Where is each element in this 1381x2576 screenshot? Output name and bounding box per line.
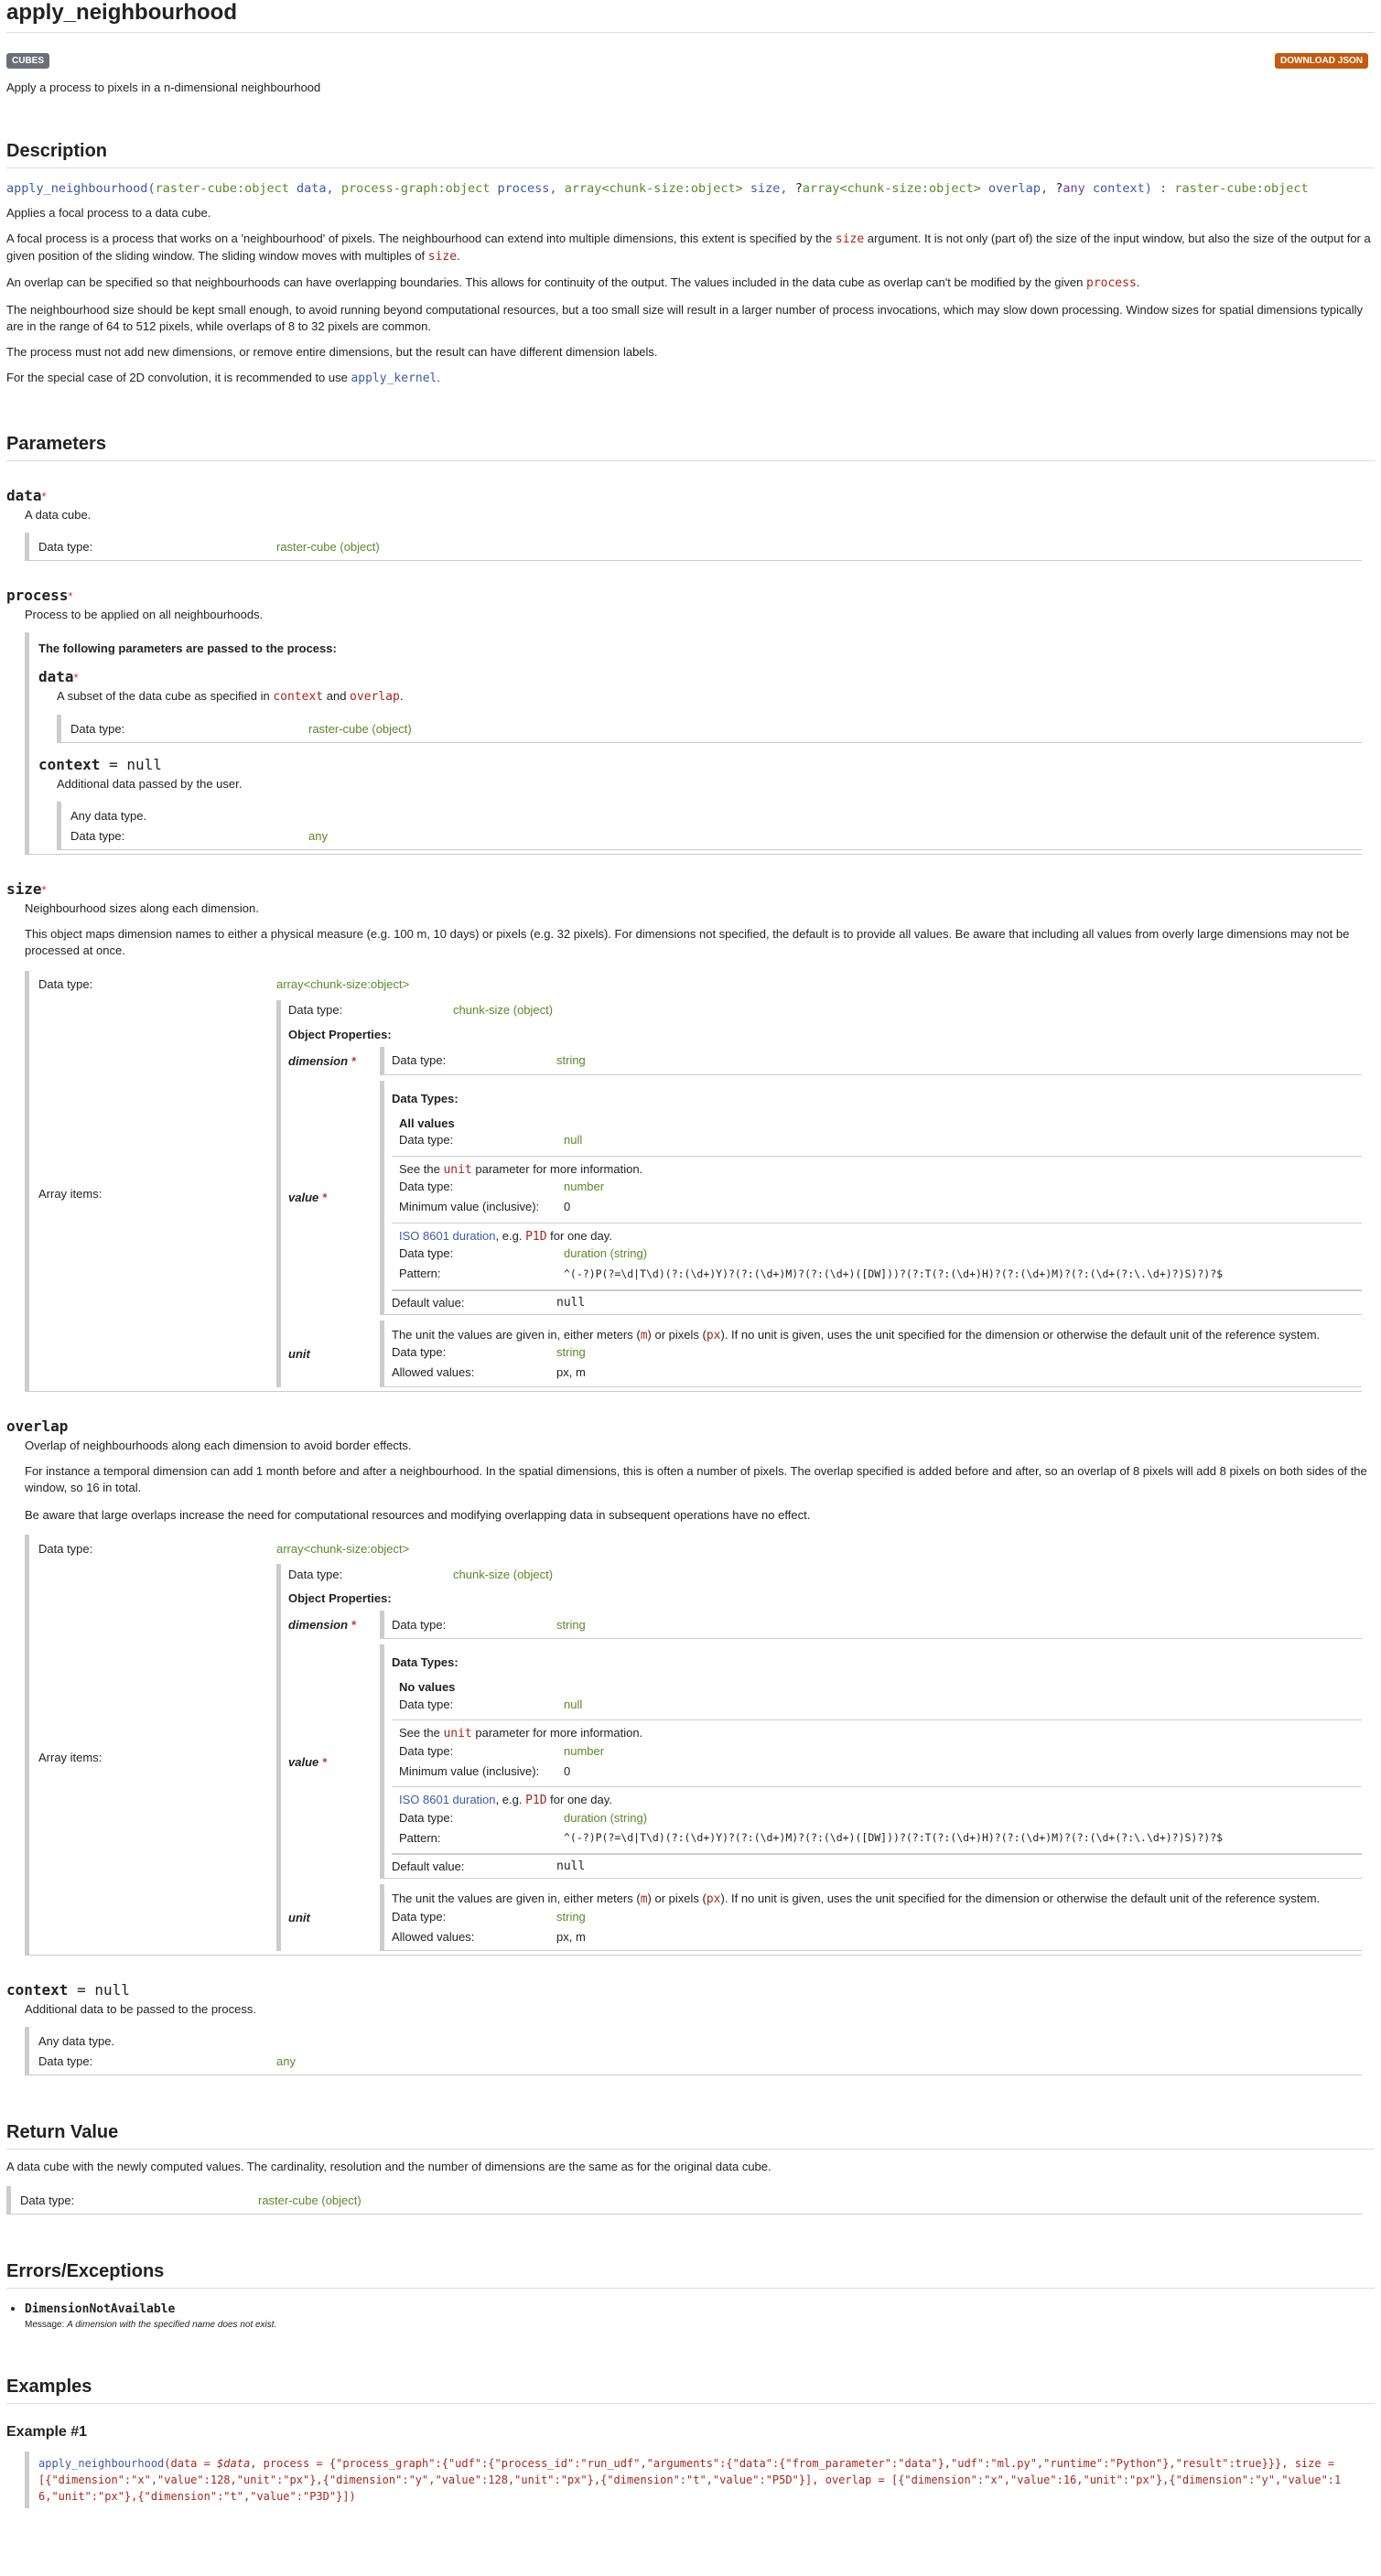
process-signature: apply_neighbourhood(raster-cube:object data, process-graph:object process, array<chunk-size:object> size, ?array<chunk-size:object> overlap, ?any context) : raster-cube:object (6, 180, 1309, 196)
inline-code: overlap (350, 690, 400, 705)
object-properties-label: Object Properties: (288, 1027, 392, 1041)
prop-value (288, 1644, 1362, 1879)
unit-description (392, 1892, 1362, 1906)
data-type-value: number (564, 1743, 605, 1758)
sig-arg-name: size (750, 180, 781, 196)
default-annotation: = null (100, 756, 162, 774)
any-data-type-text: Any data type. (70, 808, 147, 823)
data-type-label: Data type: (288, 1567, 343, 1581)
sig-arg-name: process (497, 180, 550, 196)
subparam-schema (57, 802, 1362, 850)
text: The unit the values are given in, either meters ( (392, 1892, 641, 1906)
param-description: Process to be applied on all neighbourhoods. (25, 608, 264, 622)
code-text: (data = (164, 2457, 218, 2471)
data-type-label: Data type: (399, 1133, 454, 1148)
data-type-label: Data type: (399, 1810, 454, 1825)
data-type-value: any (276, 2053, 296, 2068)
text: ) or pixels ( (647, 1327, 707, 1342)
data-type-value: raster-cube (object) (258, 2193, 361, 2207)
type-alternative (392, 1111, 1362, 1157)
examples-section (6, 2376, 1375, 2508)
subparam-description (57, 689, 1362, 704)
return-value-description: A data cube with the newly computed values. The cardinality, resolution and the number of dimensions are the same as for the original data cube. (6, 2160, 771, 2174)
data-types-label: Data Types: (392, 1091, 459, 1105)
pattern-label: Pattern: (399, 1266, 441, 1281)
data-type-value: string (556, 1053, 586, 1068)
data-type-value: array<chunk-size:object> (276, 977, 410, 992)
data-type-value: any (308, 828, 328, 843)
text: and (323, 689, 351, 704)
inline-code: m (640, 1892, 648, 1907)
sig-name: apply_neighbourhood (6, 180, 148, 196)
return-schema (6, 2186, 1362, 2215)
allowed-values-label: Allowed values: (392, 1365, 475, 1380)
description-heading: Description (6, 140, 1375, 168)
inline-code: P1D (525, 1794, 547, 1808)
default-value-label: Default value: (392, 1859, 465, 1874)
data-type-label: Data type: (399, 1697, 454, 1711)
process-summary: Apply a process to pixels in a n-dimensional neighbourhood (6, 80, 321, 94)
description-paragraph: The neighbourhood size should be kept small enough, to avoid running beyond computational resources, but a too small size will result in a larger number of process invocations, which may slow down processing. Window sizes for spatial dimensions typically are in the range of 64 to 512 pixels, while overlaps of 8 to 32 pixels are common. (6, 302, 1364, 333)
sig-optional-mark: ? (1055, 180, 1063, 196)
passed-params-heading: The following parameters are passed to the process: (38, 641, 337, 656)
required-marker: * (73, 671, 79, 685)
prop-dimension (288, 1611, 1362, 1639)
inline-code: unit (443, 1162, 472, 1177)
alt-note (399, 1162, 1362, 1177)
param-description: Additional data to be passed to the process. (25, 2002, 256, 2017)
data-type-value: string (556, 1345, 586, 1360)
allowed-values: px, m (556, 1365, 586, 1380)
sig-arg-name: data (297, 180, 327, 196)
default-value-label: Default value: (392, 1295, 465, 1310)
subparam-name: data (38, 668, 74, 686)
minimum-value: 0 (564, 1763, 571, 1778)
allowed-values: px, m (556, 1929, 586, 1944)
type-alternative (392, 1787, 1362, 1854)
param-context (6, 1981, 1375, 2075)
data-type-label: Data type: (392, 1345, 447, 1360)
text: for one day. (546, 1793, 612, 1807)
data-type-value: string (556, 1909, 586, 1924)
param-note: For instance a temporal dimension can add 1 month before and after a neighbourhood. In the spatial dimensions, this is often a number of pixels. The overlap specified is added before and after, so an overlap of 8 pixels will add 8 pixels on both sides of the window, so 16 in total. (25, 1463, 1367, 1494)
text: The unit the values are given in, either meters ( (392, 1327, 641, 1342)
param-note: Be aware that large overlaps increase the need for computational resources and modifying overlapping data in subsequent operations have no effect. (25, 1508, 811, 1523)
errors-list (6, 2301, 1375, 2330)
text: parameter for more information. (471, 1726, 643, 1741)
array-items-label: Array items: (38, 1186, 102, 1201)
type-alternative (392, 1223, 1362, 1290)
data-type-label: Data type: (288, 1003, 343, 1018)
errors-heading: Errors/Exceptions (6, 2260, 1375, 2289)
iso8601-link[interactable]: ISO 8601 duration (399, 1228, 496, 1243)
inline-code: context (273, 690, 324, 705)
object-properties-label: Object Properties: (288, 1591, 392, 1606)
return-value-heading: Return Value (6, 2121, 1375, 2150)
param-schema (25, 1535, 1362, 1956)
param-name: overlap (6, 1417, 69, 1435)
required-marker: * (351, 1053, 356, 1068)
sig-arg-type: array<chunk-size:object> (802, 180, 981, 196)
param-schema (25, 2027, 1362, 2075)
alt-title: No values (399, 1680, 456, 1695)
download-json-button[interactable]: DOWNLOAD JSON (1275, 53, 1368, 69)
data-type-label: Data type: (70, 721, 125, 736)
prop-unit: unit The unit the values are given in, either meters (m) or pixels (px). If no unit is given, uses the unit specified for the dimension or otherwise the default unit of the reference system. Data type: string Allowed values: px, m (288, 1320, 1362, 1387)
param-name: size (6, 880, 42, 899)
text: , e.g. (495, 1793, 526, 1807)
required-marker: * (68, 589, 73, 604)
pattern-value: ^(-?)P(?=\d|T\d)(?:(\d+)Y)?(?:(\d+)M)?(?:(\d+)([DW]))?(?:T(?:(\d+)H)?(?:(\d+)M)?(?:(\d+(?:\.\d+)?)S)?)?$ (564, 1831, 1224, 1845)
prop-name: dimension (288, 1618, 349, 1633)
required-marker: * (351, 1618, 356, 1633)
text: ) or pixels ( (647, 1892, 707, 1906)
text: ). If no unit is given, uses the unit specified for the dimension or otherwise the default unit of the reference system. (720, 1892, 1321, 1906)
data-type-value: null (564, 1697, 583, 1711)
inline-code: size (835, 232, 865, 246)
array-items-label: Array items: (38, 1751, 102, 1765)
data-type-value: array<chunk-size:object> (276, 1541, 410, 1556)
text: parameter for more information. (471, 1161, 643, 1176)
sig-arg-type: array<chunk-size:object> (564, 180, 743, 196)
text: . (1136, 275, 1140, 290)
data-type-label: Data type: (70, 828, 125, 843)
alt-note (399, 1726, 1362, 1741)
text: A focal process is a process that works on a 'neighbourhood' of pixels. The neighbourhood can extend into multiple dimensions, this extent is specified by the (6, 231, 836, 245)
required-marker: * (321, 1754, 327, 1769)
prop-name: value (288, 1191, 319, 1205)
sig-optional-mark: ? (794, 180, 803, 196)
example-fn: apply_neighbourhood (38, 2457, 165, 2471)
param-data (6, 487, 1375, 561)
alt-note (399, 1229, 1362, 1244)
error-message: A dimension with the specified name does not exist. (67, 2320, 277, 2331)
prop-unit: unit The unit the values are given in, either meters (m) or pixels (px). If no unit is given, uses the unit specified for the dimension or otherwise the default unit of the reference system. Data type: string Allowed values: px, m (288, 1884, 1362, 1951)
example-title: Example #1 (6, 2424, 88, 2441)
data-type-label: Data type: (392, 1053, 447, 1068)
type-alternative (392, 1157, 1362, 1223)
inline-code: P1D (525, 1229, 547, 1244)
inline-code: px (706, 1892, 721, 1907)
header-bar (6, 51, 1375, 79)
parameters-heading: Parameters (6, 433, 1375, 461)
param-schema (25, 971, 1362, 1392)
text: ). If no unit is given, uses the unit specified for the dimension or otherwise the default unit of the reference system. (720, 1327, 1321, 1342)
data-type-value: duration (string) (564, 1810, 648, 1825)
param-name: data (6, 487, 42, 505)
code-text: , process = {"process_graph":{"udf":{"process_id":"run_udf","arguments":{"data":{"from_parameter":"data"},"udf":"ml.py","runtime":"Python"},"result":true}}}, size = [{"dimension":"x","value":128,"unit":"px"},{"dimension":"y","value":128,"unit":"px"},{"dimension":"t","value":"P5D"}], overlap = [{"dimension":"x","value":16,"unit":"px"},{"dimension":"y","value":16,"unit":"px"},{"dimension":"t","value":"P3D"}]) (38, 2457, 1342, 2504)
text: For the special case of 2D convolution, it is recommended to use (6, 371, 351, 385)
param-schema (25, 632, 1362, 855)
data-type-label: Data type: (392, 1617, 447, 1632)
parameters-section (6, 433, 1375, 2075)
error-item (25, 2301, 1375, 2330)
prop-dimension (288, 1047, 1362, 1075)
minimum-value: 0 (564, 1200, 571, 1214)
example-code (25, 2452, 1362, 2508)
any-data-type-text: Any data type. (38, 2033, 115, 2048)
param-name: process (6, 587, 69, 605)
error-name: DimensionNotAvailable (25, 2302, 176, 2317)
alt-title: All values (399, 1116, 455, 1130)
sig-arg-name: context (1092, 180, 1145, 196)
data-type-label: Data type: (38, 977, 93, 992)
data-type-value: duration (string) (564, 1246, 648, 1261)
description-paragraph: The process must not add new dimensions, or remove entire dimensions, but the result can have different dimension labels. (6, 344, 658, 359)
inline-code: size (427, 250, 458, 264)
array-items-schema (276, 1000, 1362, 1387)
data-type-value: string (556, 1617, 586, 1632)
description-paragraph (6, 275, 1375, 292)
data-type-value: raster-cube (object) (276, 539, 380, 554)
minimum-label: Minimum value (inclusive): (399, 1763, 540, 1778)
data-type-label: Data type: (392, 1909, 447, 1924)
data-type-value: chunk-size (object) (453, 1567, 554, 1581)
pattern-value: ^(-?)P(?=\d|T\d)(?:(\d+)Y)?(?:(\d+)M)?(?:(\d+)([DW]))?(?:T(?:(\d+)H)?(?:(\d+)M)?(?:(\d+(?:\.\d+)?)S)?)?$ (564, 1266, 1224, 1280)
default-annotation: = null (68, 1981, 130, 1999)
apply-kernel-link[interactable]: apply_kernel (351, 372, 437, 386)
inline-code: px (706, 1328, 721, 1342)
sig-arg-type: process-graph:object (340, 180, 491, 196)
prop-name: dimension (288, 1053, 349, 1068)
type-alternative (392, 1675, 1362, 1720)
category-badge[interactable]: CUBES (6, 53, 49, 69)
param-process (6, 587, 1375, 855)
data-type-label: Data type: (38, 539, 93, 554)
errors-section (6, 2260, 1375, 2330)
required-marker: * (41, 490, 47, 504)
inline-code: process (1086, 276, 1137, 291)
data-type-value: null (564, 1133, 583, 1148)
description-section (6, 140, 1375, 388)
prop-name: value (288, 1754, 319, 1769)
prop-value (288, 1081, 1362, 1315)
description-paragraph (6, 231, 1375, 265)
sig-arg-type: any (1063, 180, 1085, 196)
sig-arg-type: raster-cube:object (155, 180, 289, 196)
data-type-label: Data type: (38, 1541, 93, 1556)
sig-return-type: raster-cube:object (1174, 180, 1309, 196)
param-note: This object maps dimension names to either a physical measure (e.g. 100 m, 10 days) or pixels (e.g. 32 pixels). For dimensions not specified, the default is to provide all values. Be aware that including all values from overly large dimensions may not be processed at once. (25, 927, 1350, 958)
text: for one day. (546, 1228, 612, 1243)
array-items (38, 1564, 1362, 1951)
required-marker: * (41, 883, 47, 898)
subparam-schema (57, 715, 1362, 743)
param-description: Neighbourhood sizes along each dimension. (25, 901, 259, 916)
text: . (457, 249, 460, 264)
alt-note (399, 1793, 1362, 1807)
examples-heading: Examples (6, 2376, 1375, 2404)
data-type-label: Data type: (399, 1180, 454, 1194)
subparam-name: context (38, 756, 101, 774)
text: . (399, 689, 404, 704)
param-overlap (6, 1417, 1375, 1956)
sig-arg-name: overlap (988, 180, 1041, 196)
unit-description (392, 1328, 1362, 1342)
inline-code: unit (443, 1727, 472, 1741)
default-value: null (556, 1295, 586, 1310)
text: argument. It is not only (part of) the size of the input window, but also the size of the output for a given position of the sliding window. The sliding window moves with multiples of (6, 231, 1371, 264)
type-alternative (392, 1720, 1362, 1787)
data-type-label: Data type: (399, 1246, 454, 1261)
inline-code: m (640, 1328, 648, 1342)
error-message-label: Message: (25, 2320, 65, 2331)
iso8601-link[interactable]: ISO 8601 duration (399, 1793, 496, 1807)
text: A subset of the data cube as specified in (57, 689, 274, 704)
param-description: A data cube. (25, 508, 92, 523)
data-type-value: number (564, 1180, 605, 1194)
array-items-schema (276, 1564, 1362, 1951)
page-title: apply_neighbourhood (6, 0, 1375, 33)
data-types-label: Data Types: (392, 1655, 459, 1670)
description-paragraph (6, 370, 1375, 387)
minimum-label: Minimum value (inclusive): (399, 1200, 540, 1214)
text: , e.g. (495, 1228, 526, 1243)
description-paragraph: Applies a focal process to a data cube. (6, 205, 211, 220)
data-type-value: chunk-size (object) (453, 1003, 554, 1018)
param-schema (25, 533, 1362, 561)
text: See the (399, 1161, 444, 1176)
data-type-label: Data type: (38, 2053, 93, 2068)
code-variable: $data (217, 2457, 251, 2471)
required-marker: * (321, 1191, 327, 1205)
param-size (6, 880, 1375, 1391)
data-type-label: Data type: (399, 1743, 454, 1758)
subparam-description: Additional data passed by the user. (57, 777, 243, 792)
text: An overlap can be specified so that neighbourhoods can have overlapping boundaries. This allows for continuity of the output. The values included in the data cube as overlap can't be modified by the given (6, 275, 1086, 290)
return-value-section (6, 2121, 1375, 2215)
param-name: context (6, 1981, 69, 1999)
text: . (437, 371, 441, 385)
param-description: Overlap of neighbourhoods along each dimension to avoid border effects. (25, 1438, 412, 1452)
data-type-label: Data type: (20, 2193, 75, 2207)
text: See the (399, 1726, 444, 1741)
data-type-value: raster-cube (object) (308, 721, 412, 736)
array-items (38, 1000, 1362, 1387)
allowed-values-label: Allowed values: (392, 1929, 475, 1944)
pattern-label: Pattern: (399, 1830, 441, 1845)
default-value: null (556, 1859, 586, 1874)
